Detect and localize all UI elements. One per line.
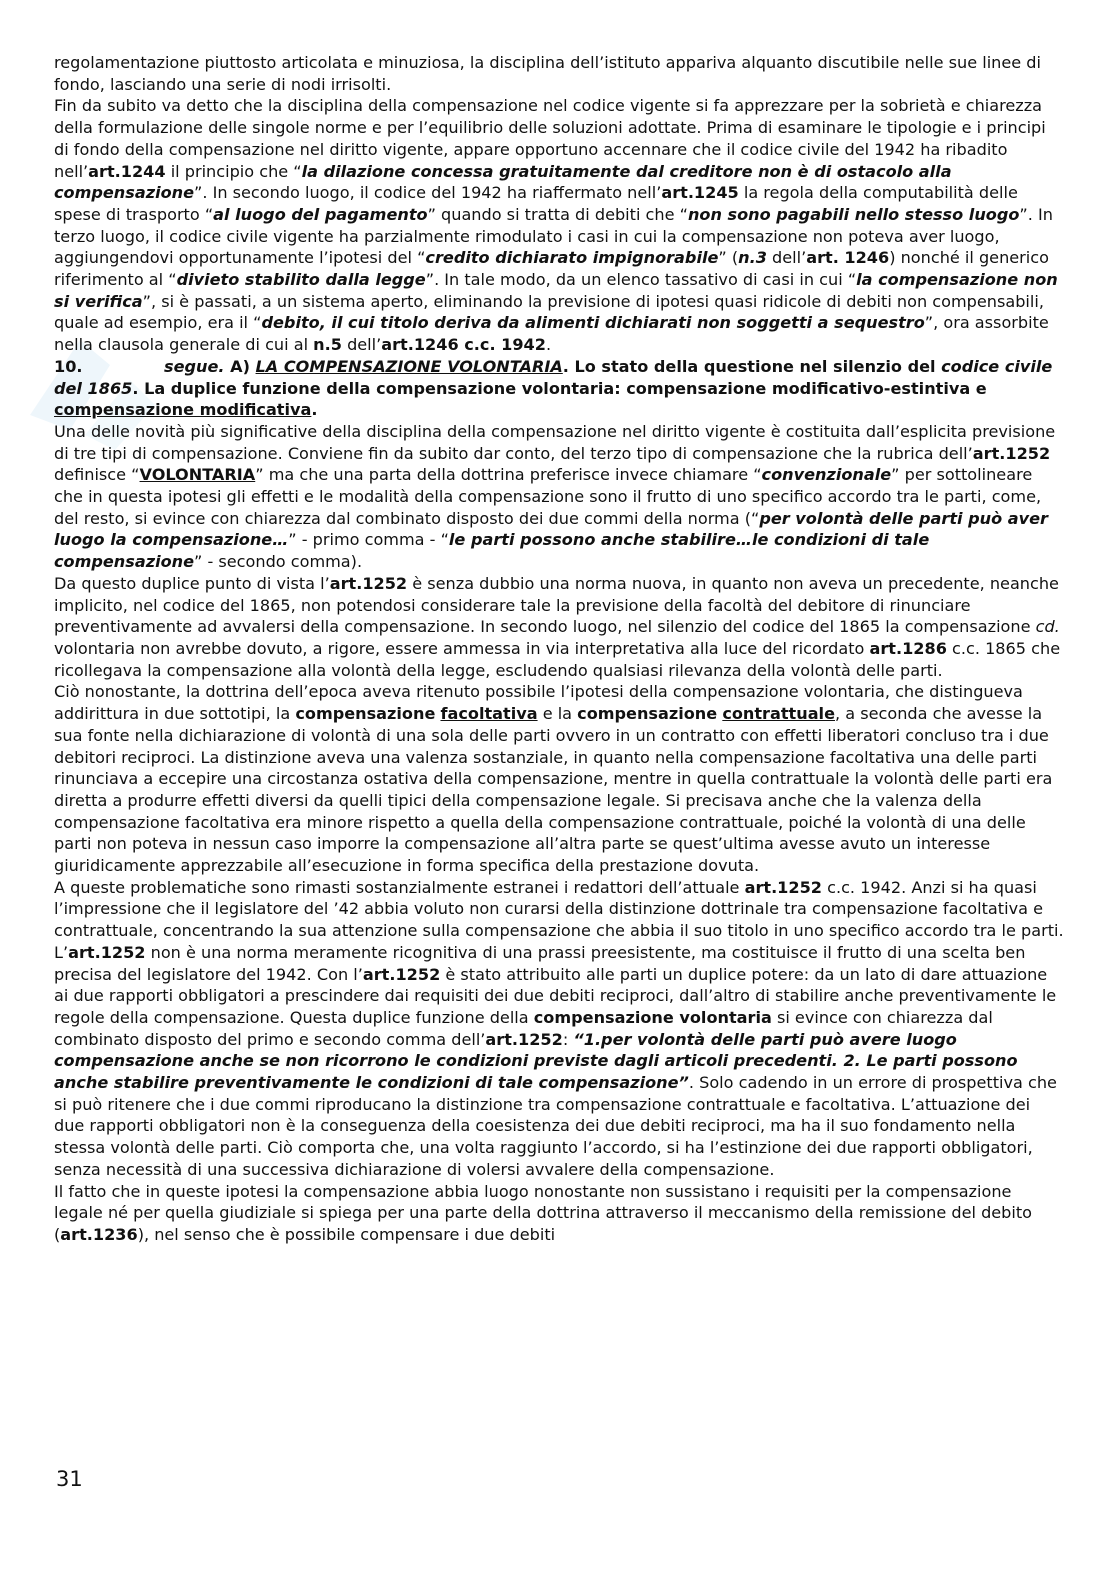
document-body [54, 52, 1064, 1246]
text-run: art.1252 [744, 877, 822, 897]
paragraph [54, 681, 1064, 876]
text-run: ” - primo comma - “ [288, 530, 449, 550]
text-run: “1.per volontà delle parti può avere luogo compensazione anche se non ricorrono le condizioni previste dagli articoli precedenti. 2. Le parti possono anche stabilire preventivamente le condizioni di tale compensazione” [54, 1029, 1018, 1093]
text-run: la compensazione non si verifica [54, 270, 1058, 311]
text-run: art.1252 [362, 964, 441, 984]
text-run: . [311, 400, 318, 420]
text-run: ), nel senso che è possibile compensare i due debiti [137, 1224, 556, 1244]
text-run: art.1252 [972, 443, 1051, 463]
text-run: art.1244 [88, 161, 166, 181]
text-run: facoltativa [440, 704, 538, 724]
paragraph [54, 1181, 1064, 1246]
text-run: compensazione [295, 704, 436, 724]
text-run: la dilazione concessa gratuitamente dal creditore non è di ostacolo alla compensazione [54, 161, 952, 203]
text-run: volontaria non avrebbe dovuto, a rigore, essere ammessa in via interpretativa alla luce del ricordato [54, 638, 870, 658]
paragraph [54, 52, 1064, 95]
text-run: ” per sottolineare che in questa ipotesi gli effetti e le modalità della compensazione sono il frutto di uno specifico accordo tra le parti, come, del resto, si evince con chiarezza dal combinato disposto dei due commi della norma (“ [54, 465, 1042, 528]
paragraph [54, 877, 1064, 1181]
text-run: . Lo stato della questione nel silenzio del [562, 356, 942, 376]
text-run: ” - secondo comma). [194, 552, 363, 572]
text-run: ” ma che una parta della dottrina preferisce invece chiamare “ [255, 465, 762, 485]
text-run: compensazione modificativa [54, 400, 312, 420]
text-run: art.1236 [60, 1224, 138, 1244]
text-run: ”. In tale modo, da un elenco tassativo di casi in cui “ [425, 270, 857, 290]
text-run: ”, si è passati, a un sistema aperto, eliminando la previsione di ipotesi quasi ridicole di debiti non compensabili, quale ad esempio, era il “ [54, 291, 1044, 333]
text-run: dell’ [766, 248, 807, 268]
text-run: il principio che “ [165, 161, 302, 181]
paragraph [54, 421, 1064, 573]
text-run: n.5 [313, 335, 342, 355]
text-run: definisce “ [54, 465, 140, 485]
text-run: segue. [164, 356, 225, 376]
text-run: Una delle novità più significative della disciplina della compensazione nel diritto vigente è costituita dall’esplicita previsione di tre tipi di compensazione. Conviene fin da subito dar conto, del terzo tipo di compensazione che la rubrica dell’ [54, 421, 1056, 463]
text-run: la regola della computabilità delle spese di trasporto “ [54, 183, 1018, 224]
text-run: ” quando si tratta di debiti che “ [427, 204, 688, 224]
text-run: divieto stabilito dalla legge [176, 270, 426, 290]
text-run: . [545, 335, 552, 355]
text-run: . Solo cadendo in un errore di prospettiva che si può ritenere che i due commi riproducano la distinzione tra compensazione contrattuale e facoltativa. L’attuazione dei due rapporti obbligatori non è la conseguenza della coesistenza dei due debiti reciproci, ma ha il suo fondamento nella stessa volontà delle parti. Ciò comporta che, una volta raggiunto l’accordo, si ha l’estinzione dei due rapporti obbligatori, senza necessità di una successiva dichiarazione di volersi avvalere della compensazione. [54, 1073, 1057, 1179]
text-run: A) [224, 356, 256, 376]
text-run: Il fatto che in queste ipotesi la compensazione abbia luogo nonostante non sussistano i requisiti per la compensazione legale né per quella giudiziale si spiega per una parte della dottrina attraverso il meccanismo della remissione del debito ( [54, 1181, 1033, 1244]
text-run: al luogo del pagamento [213, 204, 428, 224]
text-run: debito, il cui titolo deriva da alimenti dichiarati non soggetti a sequestro [261, 313, 925, 333]
paragraph [54, 95, 1064, 355]
text-run: n.3 [738, 248, 767, 268]
text-run: ” ( [718, 248, 739, 268]
text-run: art.1286 [869, 638, 947, 658]
text-run: non è una norma meramente ricognitiva di una prassi preesistente, ma costituisce il frutto di una scelta ben precisa del legislatore del 1942. Con l’ [54, 942, 1026, 984]
text-run: compensazione volontaria [533, 1007, 772, 1027]
paragraph [54, 573, 1064, 682]
text-run: è stato attribuito alle parti un duplice potere: da un lato di dare attuazione ai due rapporti obbligatori a prescindere dai requisiti dei due debiti reciproci, dall’altro di stabilire anche preventivamente le regole della compensazione. Questa duplice funzione della [54, 964, 1057, 1027]
text-run: credito dichiarato impignorabile [425, 248, 719, 268]
text-run: Ciò nonostante, la dottrina dell’epoca aveva ritenuto possibile l’ipotesi della compensazione volontaria, che distingueva addirittura in due sottotipi, la [54, 682, 1023, 724]
text-run: VOLONTARIA [139, 465, 256, 485]
text-run: le parti possono anche stabilire…le condizioni di tale compensazione [54, 530, 930, 572]
text-run: dell’ [341, 335, 382, 355]
text-run: è senza dubbio una norma nuova, in quanto non aveva un precedente, neanche implicito, nel codice del 1865, non potendosi considerare tale la previsione della facoltà del debitore di rinunciare preventivamente ad avvalersi della compensazione. In secondo luogo, nel silenzio del codice del 1865 la compensazione [54, 573, 1059, 637]
text-run: e la [537, 704, 578, 724]
text-run: convenzionale [761, 465, 892, 485]
text-run: per volontà delle parti può aver luogo la compensazione… [54, 508, 1048, 550]
text-run: si evince con chiarezza dal combinato disposto del primo e secondo comma dell’ [54, 1007, 993, 1049]
text-run: art.1252 [329, 573, 408, 593]
section-heading-text [54, 357, 1052, 419]
text-run: art.1252 [485, 1029, 563, 1049]
text-run: ) nonché il generico riferimento al “ [54, 248, 1049, 290]
text-run: regolamentazione piuttosto articolata e minuziosa, la disciplina dell’istituto appariva alquanto discutibile nelle sue linee di fondo, lasciando una serie di nodi irrisolti. [54, 53, 1041, 94]
text-run: . La duplice funzione della compensazione volontaria: compensazione modificativo-estintiva e [132, 378, 987, 398]
text-run: : [562, 1029, 574, 1049]
text-run: , a seconda che avesse la sua fonte nella dichiarazione di volontà di una sola delle parti ovvero in un contratto con effetti liberatori concluso tra i due debitori reciproci. La distinzione aveva una valenza sostanziale, in quanto nella compensazione facoltativa una delle parti rinunciava a eccepire una circostanza ostativa della compensazione, mentre in quella contrattuale la volontà delle parti era diretta a produrre effetti diversi da quelli tipici della compensazione legale. Si precisava anche che la valenza della compensazione facoltativa era minore rispetto a quella della compensazione contrattuale, poiché la volontà di una delle parti non poteva in nessun caso imporre la compensazione all’altra parte se quest’ultima avesse avuto un interesse giuridicamente apprezzabile all’esecuzione in forma specifica della prestazione dovuta. [54, 704, 1053, 876]
text-run: art. 1246 [806, 248, 890, 268]
text-run: art.1245 [661, 183, 739, 203]
text-run: codice civile del 1865 [54, 356, 1053, 398]
text-run: ”, ora assorbite nella clausola generale di cui al [54, 313, 1049, 355]
text-run: art.1246 c.c. 1942 [381, 335, 546, 355]
text-run: art.1252 [68, 942, 146, 962]
page-number: 31 [56, 1467, 83, 1491]
text-run: c.c. 1942. Anzi si ha quasi l’impressione che il legislatore del ’42 abbia voluto non curarsi della distinzione dottrinale tra compensazione facoltativa e contrattuale, concentrando la sua attenzione sulla compensazione che abbia il suo titolo in uno specifico accordo tra le parti. L’ [54, 877, 1064, 962]
text-run: ”. In terzo luogo, il codice civile vigente ha parzialmente rimodulato i casi in cui la compensazione non poteva aver luogo, aggiungendovi opportunamente l’ipotesi del “ [54, 204, 1053, 268]
text-run: cd. [1035, 617, 1060, 637]
text-run: Da questo duplice punto di vista l’ [54, 573, 330, 593]
section-number: 10. [54, 356, 83, 376]
text-run: compensazione [577, 704, 718, 724]
text-run: c.c. 1865 che ricollegava la compensazione alla volontà della legge, escludendo qualsiasi rilevanza della volontà delle parti. [54, 638, 1061, 680]
text-run: LA COMPENSAZIONE VOLONTARIA [255, 356, 563, 376]
text-run: Fin da subito va detto che la disciplina della compensazione nel codice vigente si fa apprezzare per la sobrietà e chiarezza della formulazione delle singole norme e per l’equilibrio delle soluzioni adottate. Prima di esaminare le tipologie e i principi di fondo della compensazione nel diritto vigente, appare opportuno accennare che il codice civile del 1942 ha ribadito nell’ [54, 96, 1046, 181]
text-run: A queste problematiche sono rimasti sostanzialmente estranei i redattori dell’attuale [54, 877, 745, 897]
text-run: ”. In secondo luogo, il codice del 1942 ha riaffermato nell’ [194, 183, 662, 203]
text-run: contrattuale [722, 704, 835, 724]
section-heading [54, 356, 1064, 421]
text-run: non sono pagabili nello stesso luogo [687, 204, 1020, 224]
